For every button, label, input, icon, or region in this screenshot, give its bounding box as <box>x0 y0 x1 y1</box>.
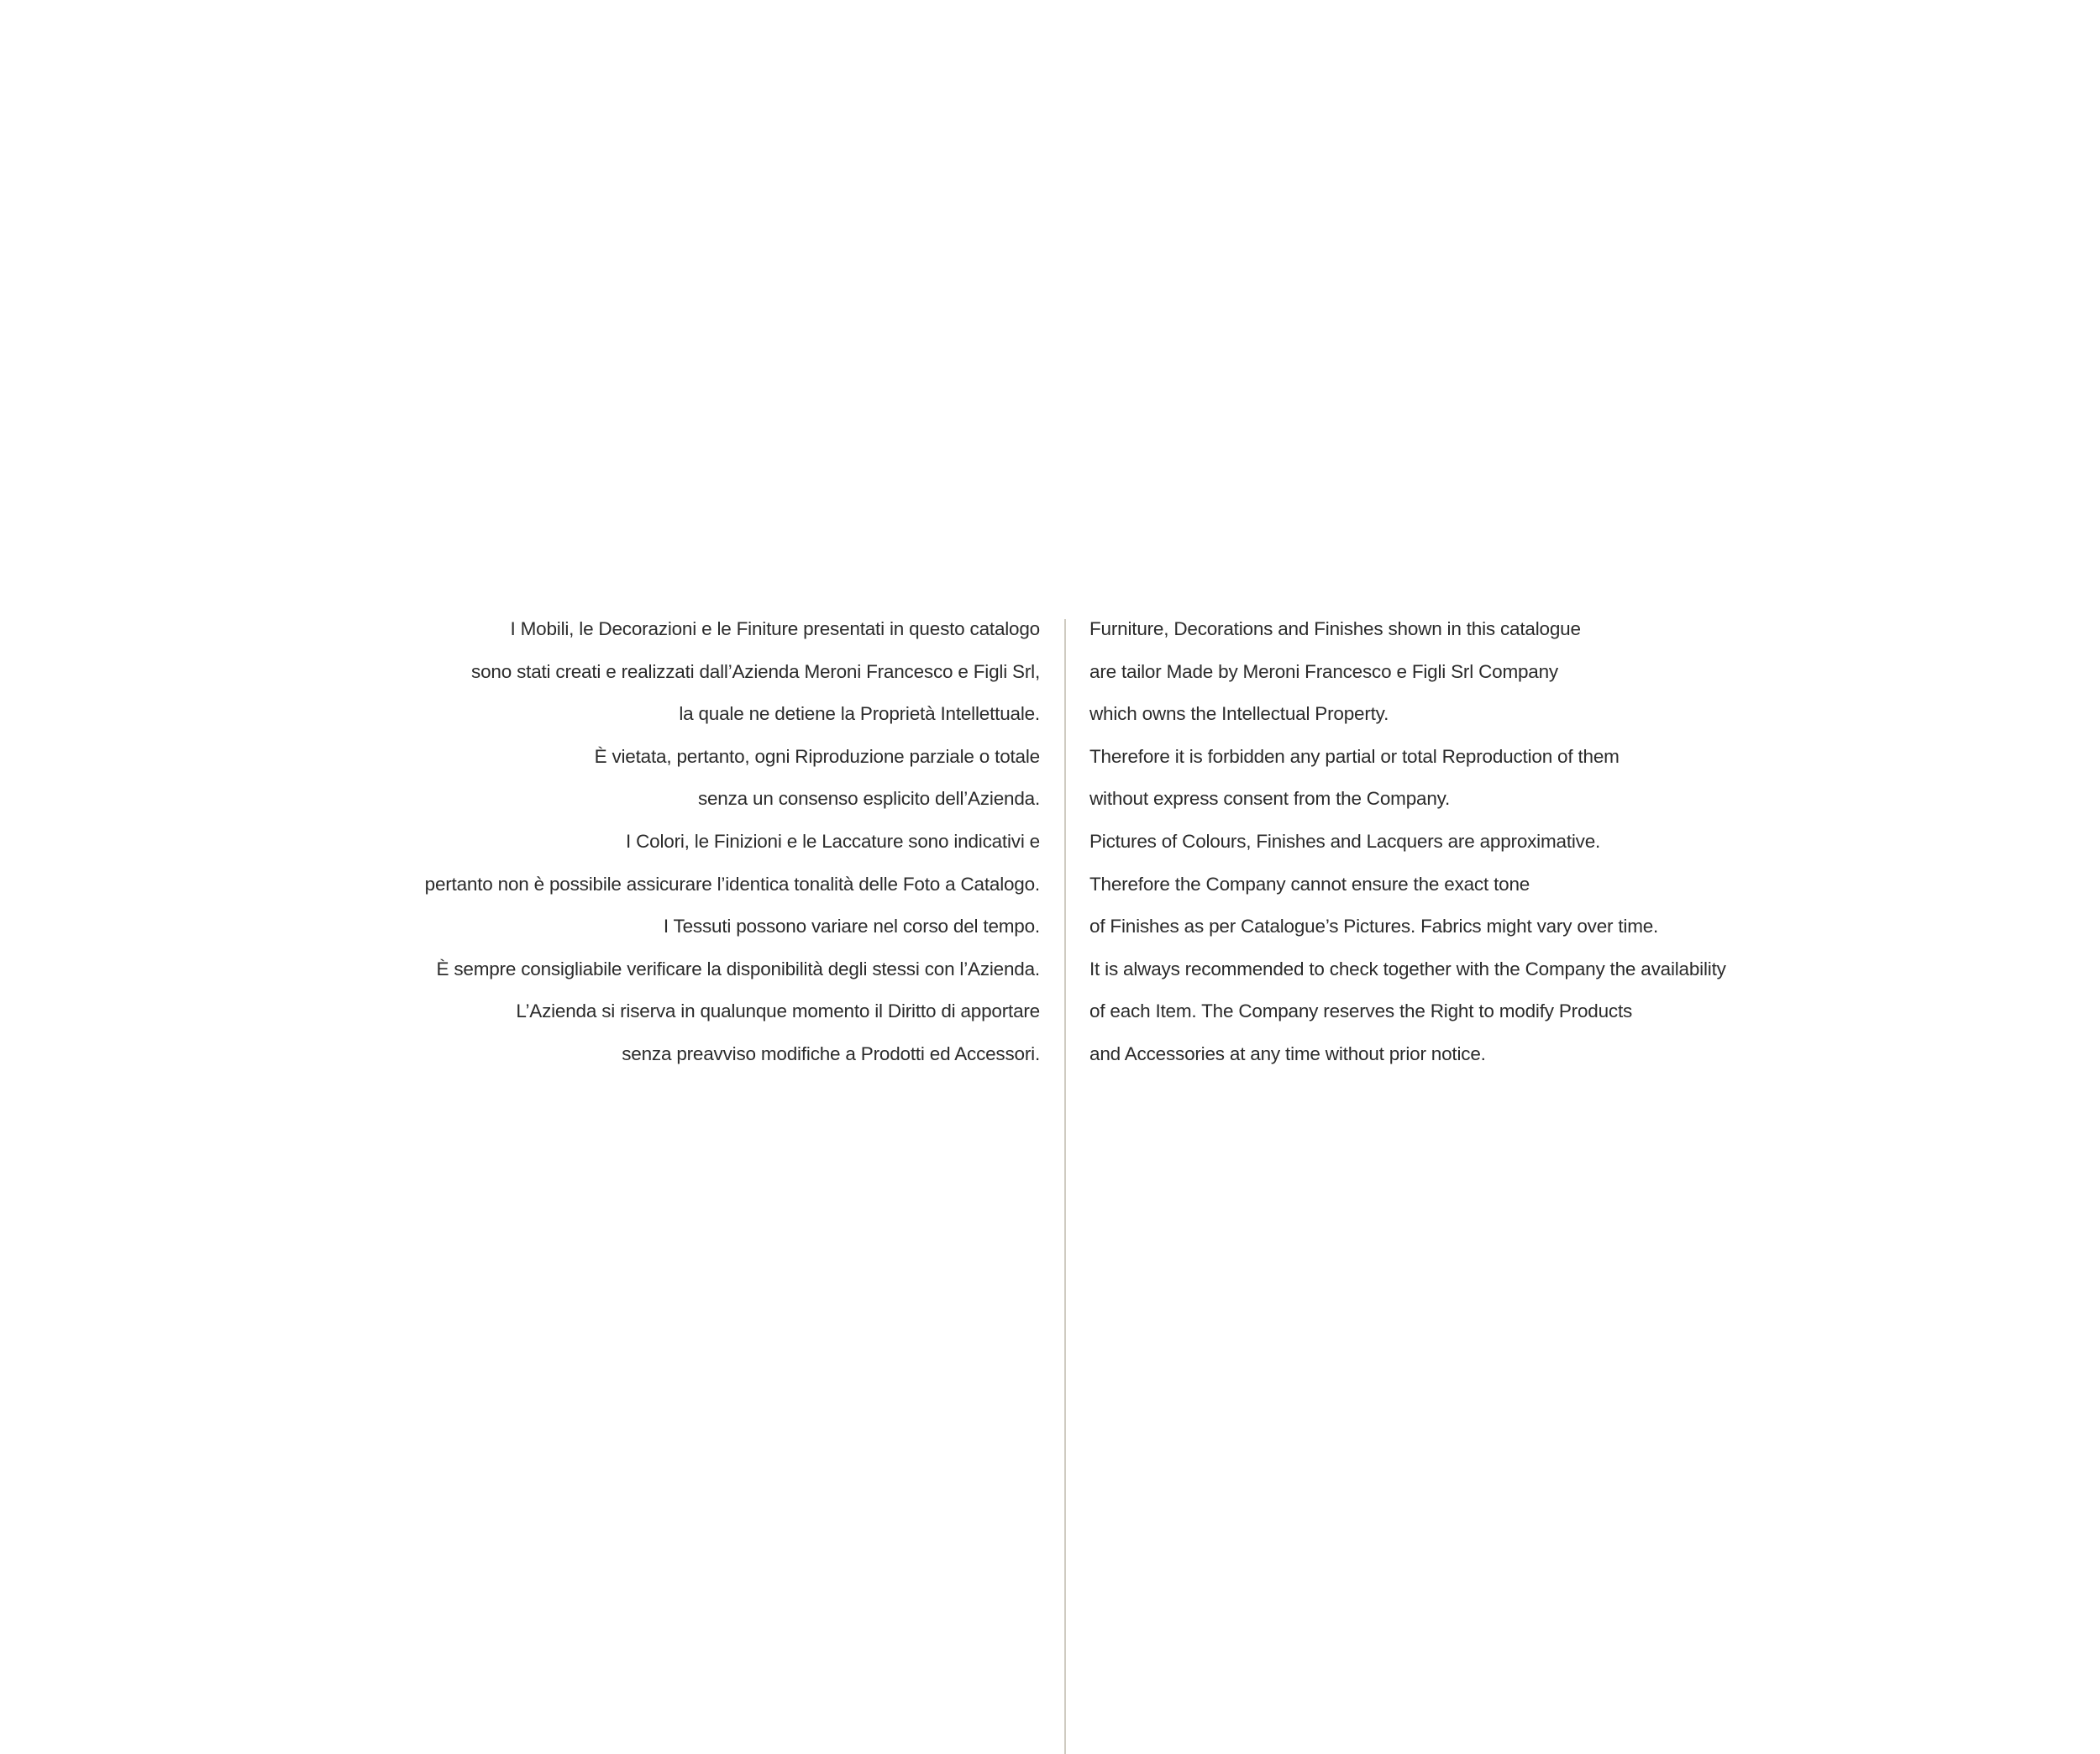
english-disclaimer <box>1089 612 1778 1079</box>
english-line: of each Item. The Company reserves the Right to modify Products <box>1089 1000 1633 1022</box>
italian-line: I Colori, le Finizioni e le Laccature sono indicativi e <box>626 830 1040 852</box>
italian-line: I Mobili, le Decorazioni e le Finiture presentati in questo catalogo <box>510 618 1040 639</box>
english-line: without express consent from the Company. <box>1089 788 1451 810</box>
english-line: of Finishes as per Catalogue’s Pictures. Fabrics might vary over time. <box>1089 916 1659 937</box>
italian-line: È vietata, pertanto, ogni Riproduzione parziale o totale <box>594 745 1040 767</box>
italian-disclaimer <box>368 612 1040 1079</box>
english-line: Therefore the Company cannot ensure the exact tone <box>1089 873 1530 895</box>
english-line: which owns the Intellectual Property. <box>1089 703 1389 725</box>
italian-line: senza un consenso esplicito dell’Azienda. <box>697 788 1040 810</box>
english-line: Therefore it is forbidden any partial or total Reproduction of them <box>1089 745 1620 767</box>
italian-line: sono stati creati e realizzati dall’Azienda Meroni Francesco e Figli Srl, <box>471 660 1040 682</box>
italian-line: I Tessuti possono variare nel corso del tempo. <box>663 916 1040 937</box>
english-line: are tailor Made by Meroni Francesco e Figli Srl Company <box>1089 660 1558 682</box>
english-line: Furniture, Decorations and Finishes shown in this catalogue <box>1089 618 1581 639</box>
english-line: Pictures of Colours, Finishes and Lacquers are approximative. <box>1089 830 1601 852</box>
english-line: and Accessories at any time without prior notice. <box>1089 1042 1486 1064</box>
column-divider <box>1064 619 1066 1754</box>
english-line: It is always recommended to check together with the Company the availability <box>1089 958 1726 979</box>
italian-line: L’Azienda si riserva in qualunque momento il Diritto di apportare <box>516 1000 1040 1022</box>
italian-line: È sempre consigliabile verificare la disponibilità degli stessi con l’Azienda. <box>436 958 1040 979</box>
italian-line: la quale ne detiene la Proprietà Intellettuale. <box>679 703 1040 725</box>
italian-line: pertanto non è possibile assicurare l’identica tonalità delle Foto a Catalogo. <box>424 873 1040 895</box>
italian-line: senza preavviso modifiche a Prodotti ed Accessori. <box>622 1042 1040 1064</box>
